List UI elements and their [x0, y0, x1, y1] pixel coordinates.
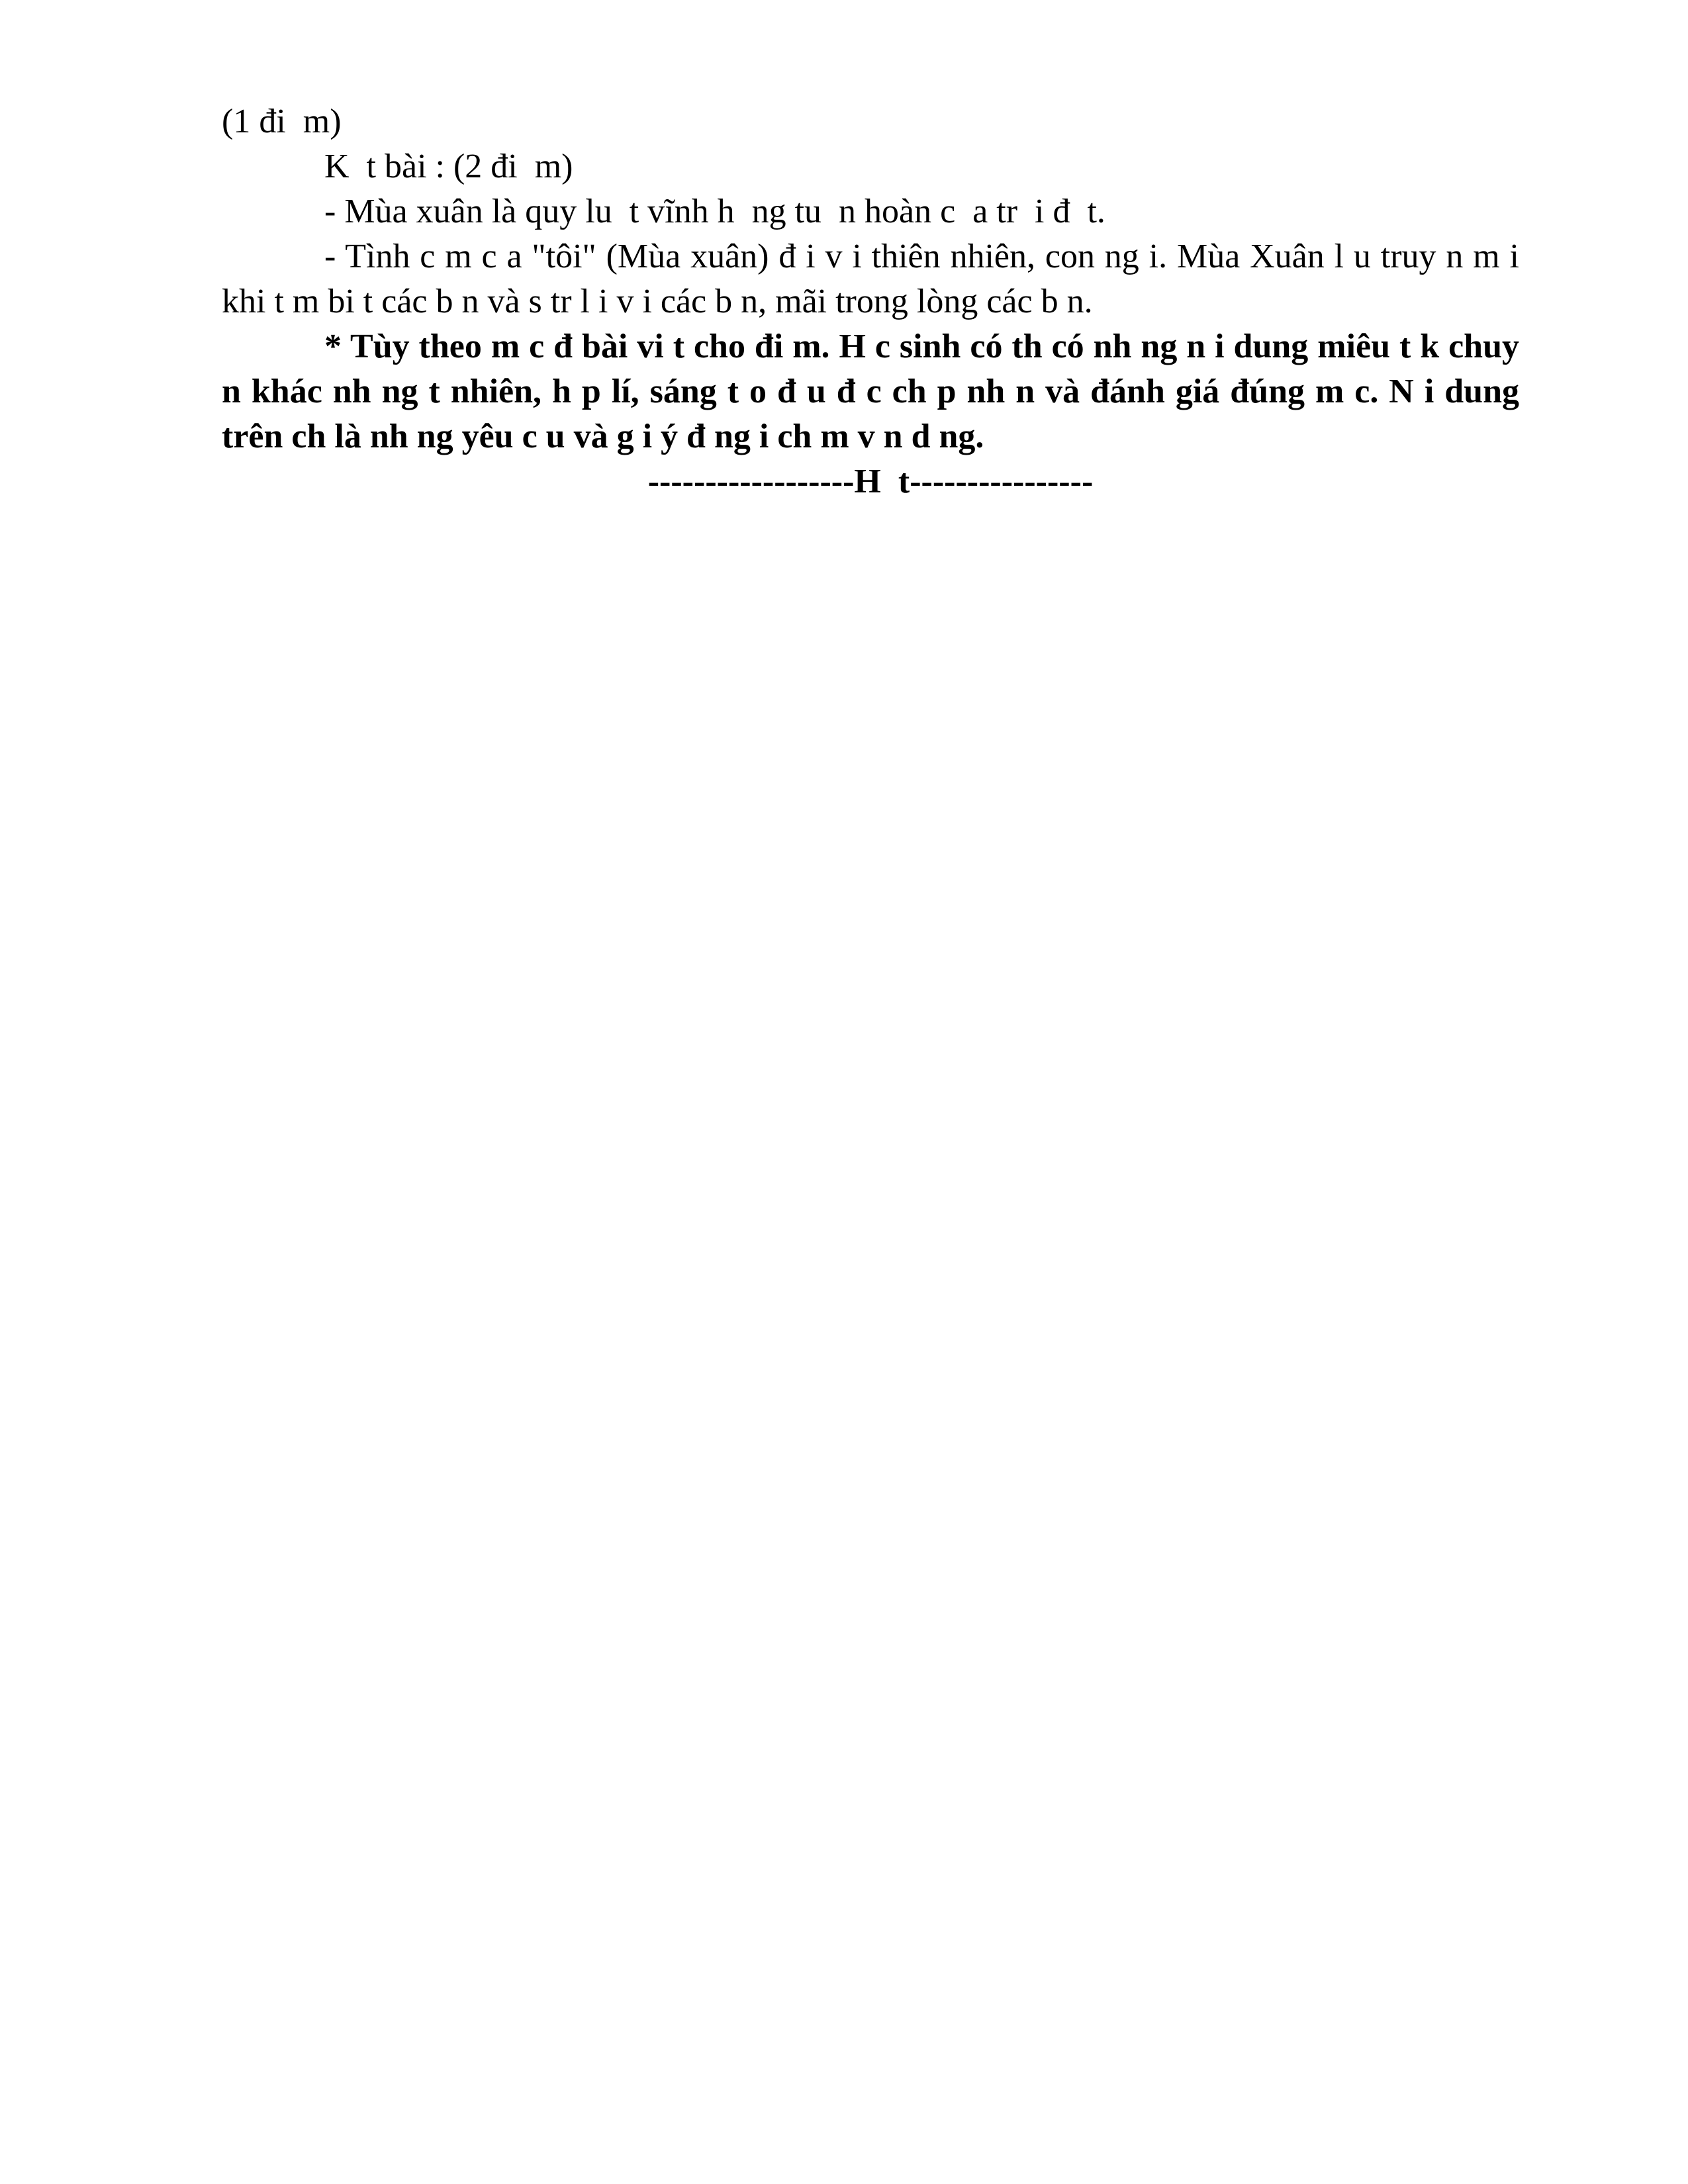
score-line: (1 đi m) — [222, 103, 342, 140]
grading-note: * Tùy theo m c đ bài vi t cho đi m. H c sinh có th có nh ng n i dung miêu t k chuy n khác nh ng t nhiên, h p lí, sáng t o đ u đ c ch p nh n và đánh giá đúng m c. N i dung trên ch là nh ng yêu c u và g i ý đ ng i ch m v n d ng. — [222, 328, 1519, 455]
conclusion-point-1: - Mùa xuân là quy lu t vĩnh h ng tu n hoàn c a tr i đ t. — [324, 193, 1105, 230]
conclusion-heading: K t bài : (2 đi m) — [324, 148, 573, 185]
end-marker: ------------------H t---------------- — [647, 463, 1094, 500]
conclusion-point-2: - Tình c m c a "tôi" (Mùa xuân) đ i v i thiên nhiên, con ng i. Mùa Xuân l u truy n m i khi t m bi t các b n và s tr l i v i các b n, mãi trong lòng các b n. — [222, 238, 1519, 320]
document-page — [222, 99, 1519, 504]
